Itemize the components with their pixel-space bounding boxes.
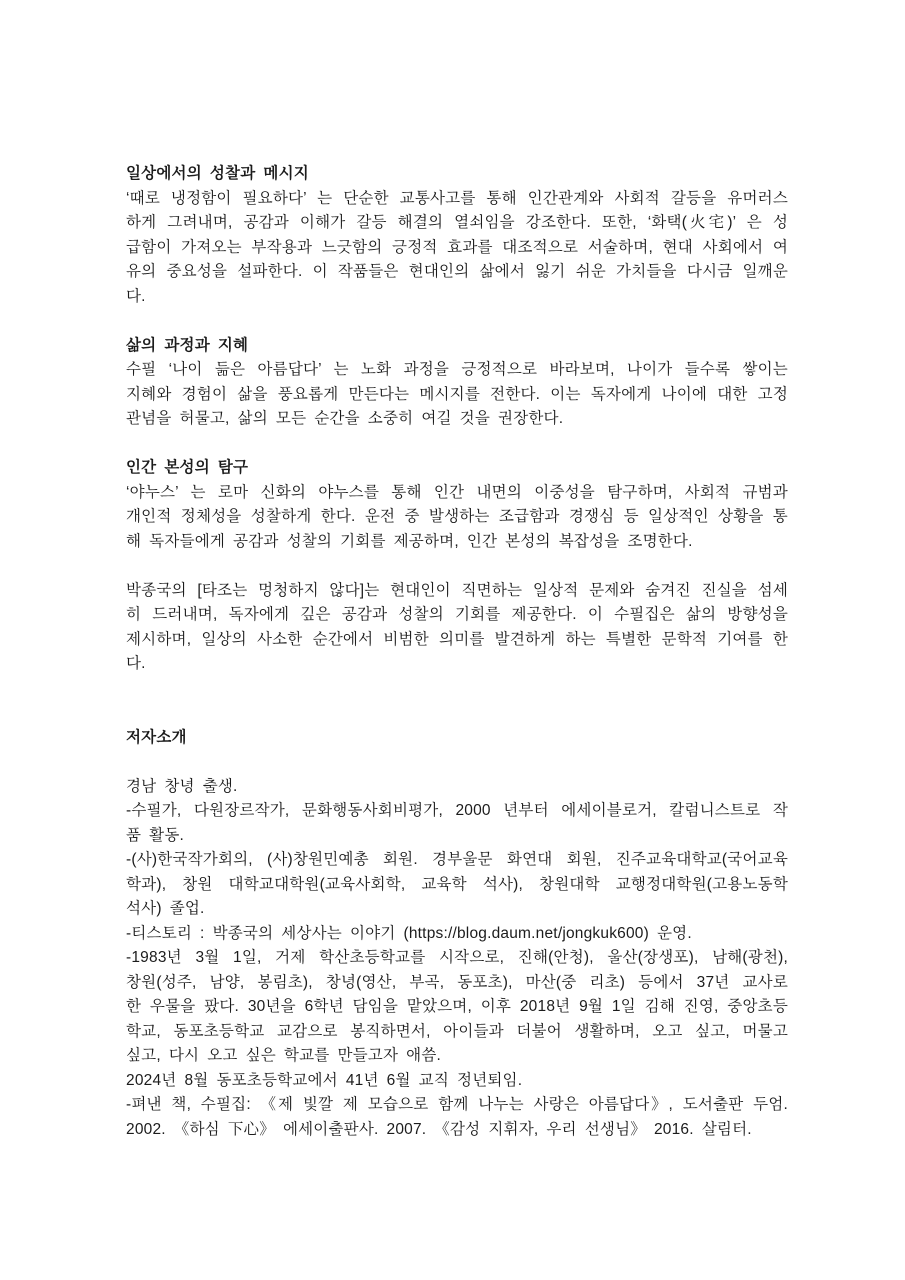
blank-line <box>126 677 788 726</box>
section-heading: 인간 본성의 탐구 <box>126 459 249 476</box>
text-line: 2024년 8월 동포초등학교에서 41년 6월 교직 정년퇴임. <box>126 1071 523 1089</box>
text-line: 창원(성주, 남양, 봉림초), 창녕(영산, 부곡, 동포초), 마산(중 리초) 등에서 37년 교사로 <box>126 973 788 991</box>
text-line: 개인적 정체성을 성찰하게 한다. 운전 중 발생하는 조급함과 경쟁심 등 일상적인 상황을 통 <box>126 508 788 525</box>
text-line: 해 독자들에게 공감과 성찰의 기회를 제공하며, 인간 본성의 복잡성을 조명한다. <box>126 532 693 550</box>
text-line: 2002. 《하심 下心》 에세이출판사. 2007. 《감성 지휘자, 우리 선생님》 2016. 살림터. <box>126 1120 752 1138</box>
text-line: ‘야누스’ 는 로마 신화의 야누스를 통해 인간 내면의 이중성을 탐구하며, 사회적 규범과 <box>126 483 788 501</box>
text-line: 히 드러내며, 독자에게 깊은 공감과 성찰의 기회를 제공한다. 이 수필집은 삶의 방향성을 <box>126 606 788 623</box>
text-line: -펴낸 책, 수필집: 《제 빛깔 제 모습으로 함께 나누는 사랑은 아름답다》, 도서출판 두엄. <box>126 1096 788 1113</box>
text-line: -수필가, 다원장르작가, 문화행동사회비평가, 2000 년부터 에세이블로거, 칼럼니스트로 작 <box>126 802 788 819</box>
text-line: ‘때로 냉정함이 필요하다’ 는 단순한 교통사고를 통해 인간관계와 사회적 갈등을 유머러스 <box>126 189 788 207</box>
text-line: 박종국의 [타조는 멍청하지 않다]는 현대인이 직면하는 일상적 문제와 숨겨진 진실을 섬세 <box>126 581 788 599</box>
text-line: 경남 창녕 출생. <box>126 777 238 795</box>
text-line: 다. <box>126 287 146 305</box>
text-line: 다. <box>126 655 146 672</box>
text-line: 한 우물을 팠다. 30년을 6학년 담임을 맡았으며, 이후 2018년 9월 1일 김해 진영, 중앙초등 <box>126 998 788 1015</box>
section-heading: 저자소개 <box>126 728 187 746</box>
text-line: 품 활동. <box>126 826 185 844</box>
text-line: 제시하며, 일상의 사소한 순간에서 비범한 의미를 발견하게 하는 특별한 문학적 기여를 한 <box>126 630 788 648</box>
blank-line <box>126 750 788 775</box>
text-line: -1983년 3월 1일, 거제 학산초등학교를 시작으로, 진해(안청), 울산(장생포), 남해(광천), <box>126 949 788 966</box>
text-line: -티스토리 : 박종국의 세상사는 이야기 (https://blog.daum.net/jongkuk600) 운영. <box>126 924 692 942</box>
text-line: -(사)한국작가회의, (사)창원민예총 회원. 경부울문 화연대 회원, 진주교육대학교(국어교육 <box>126 851 788 868</box>
blank-line <box>126 554 788 579</box>
text-line: 하게 그려내며, 공감과 이해가 갈등 해결의 열쇠임을 강조한다. 또한, ‘화택(火宅)’ 은 성 <box>126 214 788 231</box>
text-line: 수필 ‘나이 듦은 아름답다’ 는 노화 과정을 긍정적으로 바라보며, 나이가 들수록 쌓이는 <box>126 361 788 378</box>
section-heading: 삶의 과정과 지혜 <box>126 336 249 354</box>
text-line: 급함이 가져오는 부작용과 느긋함의 긍정적 효과를 대조적으로 서술하며, 현대 사회에서 여 <box>126 238 788 256</box>
text-line: 학과), 창원 대학교대학원(교육사회학, 교육학 석사), 창원대학 교행정대학원(고용노동학 <box>126 875 788 893</box>
text-line: 학교, 동포초등학교 교감으로 봉직하면서, 아이들과 더불어 생활하며, 오고 싶고, 머물고 <box>126 1022 788 1040</box>
blank-line <box>126 432 788 457</box>
section-heading: 일상에서의 성찰과 메시지 <box>126 165 309 182</box>
text-line: 유의 중요성을 설파한다. 이 작품들은 현대인의 삶에서 잃기 쉬운 가치들을 다시금 일깨운 <box>126 263 788 280</box>
blank-line <box>126 309 788 334</box>
text-line: 관념을 허물고, 삶의 모든 순간을 소중히 여길 것을 권장한다. <box>126 410 564 427</box>
document-body <box>126 162 788 1142</box>
text-line: 싶고, 다시 오고 싶은 학교를 만들고자 애씀. <box>126 1047 441 1064</box>
text-line: 지혜와 경험이 삶을 풍요롭게 만든다는 메시지를 전한다. 이는 독자에게 나이에 대한 고정 <box>126 385 788 403</box>
text-line: 석사) 졸업. <box>126 900 205 917</box>
